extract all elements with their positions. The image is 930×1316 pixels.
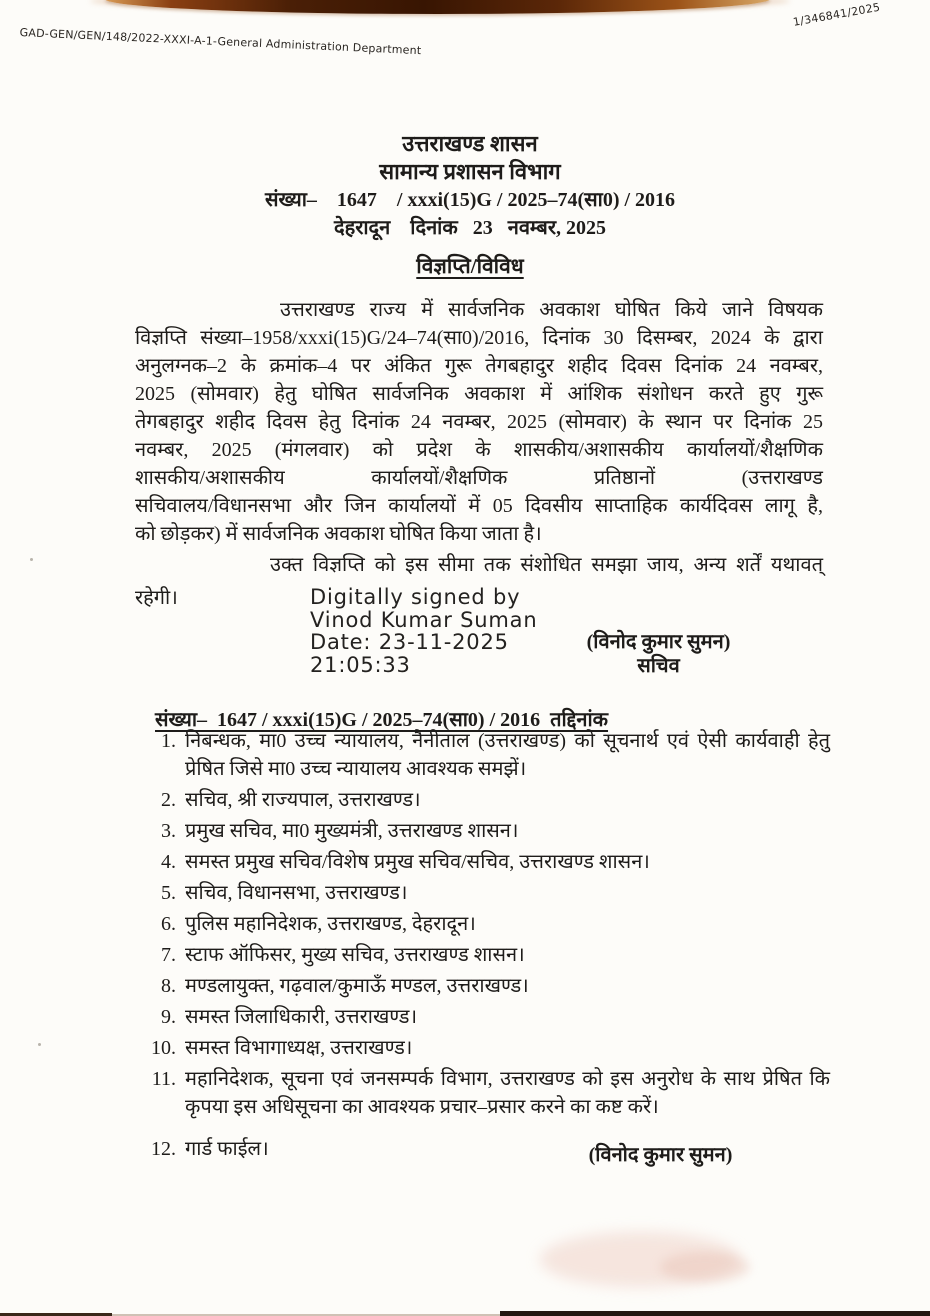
item-text: समस्त जिलाधिकारी, उत्तराखण्ड। xyxy=(185,1006,418,1028)
item-text: महानिदेशक, सूचना एवं जनसम्पर्क विभाग, उत्तराखण्ड को इस अनुरोध के साथ प्रेषित कि कृपया इस अधिसूचना का आवश्यक प्रचार–प्रसार करने का कष्ट करें। xyxy=(185,1068,830,1118)
item-text: प्रमुख सचिव, मा0 मुख्यमंत्री, उत्तराखण्ड शासन। xyxy=(185,820,519,842)
letterhead xyxy=(120,130,820,242)
distribution-item xyxy=(140,941,830,969)
file-ref-right: 1/346841/2025 xyxy=(792,0,882,29)
top-scan-band xyxy=(105,0,770,14)
distribution-item xyxy=(140,1034,830,1062)
distribution-item xyxy=(140,879,830,907)
bottom-pink-smudge-small xyxy=(660,1252,750,1282)
scan-speck xyxy=(30,558,33,561)
letter-number-line: संख्या– 1647 / xxxi(15)G / 2025–74(सा0) / 2016 xyxy=(264,189,676,211)
item-number: 10. xyxy=(151,1037,176,1059)
item-text: स्टाफ ऑफिसर, मुख्य सचिव, उत्तराखण्ड शासन। xyxy=(185,944,525,966)
paragraph-line: विज्ञप्ति संख्या–1958/xxxi(15)G/24–74(सा0)/2016, दिनांक 30 दिसम्बर, 2024 के द्वारा xyxy=(135,327,823,349)
distribution-item xyxy=(140,910,830,938)
distribution-item xyxy=(140,786,830,814)
distribution-list xyxy=(140,727,830,1166)
file-ref-left: GAD-GEN/GEN/148/2022-XXXI-A-1-General Administration Department xyxy=(19,26,422,58)
item-text: गार्ड फाईल। xyxy=(185,1138,269,1160)
distribution-item xyxy=(140,972,830,1000)
signatory-designation: सचिव xyxy=(637,655,680,677)
subject-heading: विज्ञप्ति/विविध xyxy=(416,254,524,278)
paragraph-line: सचिवालय/विधानसभा और जिन कार्यालयों में 05 दिवसीय साप्ताहिक कार्यदिवस लागू है, xyxy=(135,495,823,517)
item-text: पुलिस महानिदेशक, उत्तराखण्ड, देहरादून। xyxy=(185,913,476,935)
paragraph-line: 2025 (सोमवार) हेतु घोषित सार्वजनिक अवकाश में आंशिक संशोधन करते हुए गुरू xyxy=(135,383,823,405)
bottom-scan-edge-right xyxy=(500,1311,930,1316)
distribution-item xyxy=(140,1003,830,1031)
distribution-item xyxy=(140,727,830,783)
letterhead-department: सामान्य प्रशासन विभाग xyxy=(379,159,561,184)
item-number: 3. xyxy=(161,820,176,842)
item-number: 12. xyxy=(151,1138,176,1160)
footer-signatory-name: (विनोद कुमार सुमन) xyxy=(588,1144,733,1166)
item-text: समस्त प्रमुख सचिव/विशेष प्रमुख सचिव/सचिव, उत्तराखण्ड शासन। xyxy=(185,851,650,873)
item-text: सचिव, विधानसभा, उत्तराखण्ड। xyxy=(185,882,408,904)
paragraph-line: को छोड़कर) में सार्वजनिक अवकाश घोषित किया जाता है। xyxy=(135,523,542,545)
paragraph-line: अनुलग्नक–2 के क्रमांक–4 पर अंकित गुरू तेगबहादुर शहीद दिवस दिनांक 24 नवम्बर, xyxy=(135,355,823,377)
notification-paragraph xyxy=(135,296,823,548)
item-number: 11. xyxy=(151,1068,176,1090)
paragraph-line: उत्तराखण्ड राज्य में सार्वजनिक अवकाश घोषित किये जाने विषयक xyxy=(280,299,823,321)
amendment-note-line-1: उक्त विज्ञप्ति को इस सीमा तक संशोधित समझा जाय, अन्य शर्तें यथावत् xyxy=(270,554,823,576)
endorsement-number-line: संख्या– 1647 / xxxi(15)G / 2025–74(सा0) / 2016 तद्दिनांक xyxy=(155,709,609,731)
paragraph-line: नवम्बर, 2025 (मंगलवार) को प्रदेश के शासकीय/अशासकीय कार्यालयों/शैक्षणिक xyxy=(135,439,823,461)
item-number: 6. xyxy=(161,913,176,935)
distribution-item xyxy=(140,1065,830,1121)
distribution-item xyxy=(140,848,830,876)
item-number: 5. xyxy=(161,882,176,904)
place-date-line: देहरादून दिनांक 23 नवम्बर, 2025 xyxy=(333,217,607,239)
item-text: निबन्धक, मा0 उच्च न्यायालय, नैनीताल (उत्तराखण्ड) को सूचनार्थ एवं ऐसी कार्यवाही हेतु प्रेषित जिसे मा0 उच्च न्यायालय आवश्यक समझें। xyxy=(185,730,830,780)
item-text: सचिव, श्री राज्यपाल, उत्तराखण्ड। xyxy=(185,789,421,811)
item-text: मण्डलायुक्त, गढ़वाल/कुमाऊँ मण्डल, उत्तराखण्ड। xyxy=(185,975,529,997)
digital-signature-line: Vinod Kumar Suman xyxy=(310,607,538,632)
digital-signature-line: Digitally signed by xyxy=(310,585,521,609)
digital-signature-block xyxy=(310,586,537,676)
distribution-item xyxy=(140,817,830,845)
paragraph-line: शासकीय/अशासकीय कार्यालयों/शैक्षणिक प्रतिष्ठानों (उत्तराखण्ड xyxy=(135,467,823,489)
digital-signature-line: 21:05:33 xyxy=(310,652,411,677)
digital-signature-line: Date: 23-11-2025 xyxy=(310,630,509,654)
amendment-note-line-2: रहेगी। xyxy=(135,587,178,609)
item-number: 9. xyxy=(161,1006,176,1028)
paragraph-line: तेगबहादुर शहीद दिवस हेतु दिनांक 24 नवम्बर, 2025 (सोमवार) के स्थान पर दिनांक 25 xyxy=(135,411,823,433)
item-number: 7. xyxy=(161,944,176,966)
item-text: समस्त विभागाध्यक्ष, उत्तराखण्ड। xyxy=(185,1037,413,1059)
item-number: 2. xyxy=(161,789,176,811)
letterhead-government: उत्तराखण्ड शासन xyxy=(402,131,538,156)
item-number: 1. xyxy=(161,730,176,752)
signatory-name: (विनोद कुमार सुमन) xyxy=(586,631,731,653)
scan-speck xyxy=(38,1043,41,1046)
item-number: 8. xyxy=(161,975,176,997)
item-number: 4. xyxy=(161,851,176,873)
